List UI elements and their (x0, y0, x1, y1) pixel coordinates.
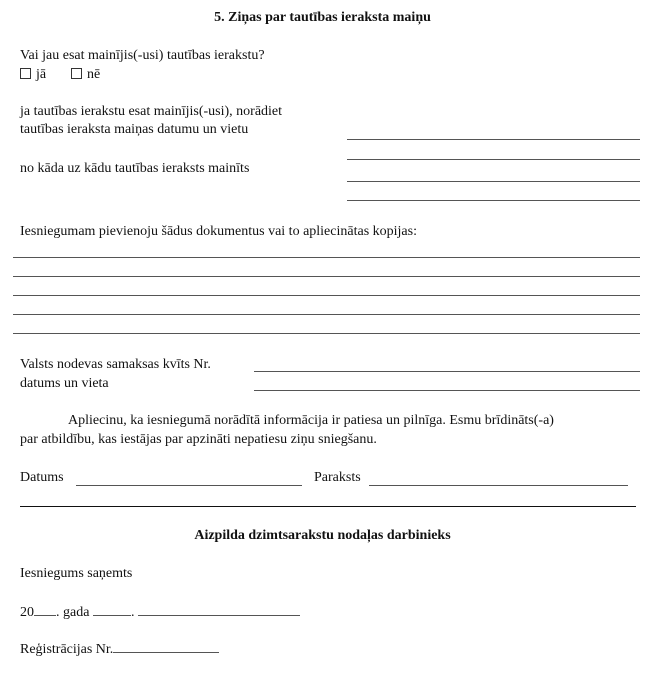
received-label: Iesniegums saņemts (20, 566, 133, 581)
signature-field[interactable] (369, 485, 628, 486)
change-question: Vai jau esat mainījis(-usi) tautības ierakstu? (20, 48, 265, 63)
section-divider (20, 506, 636, 507)
documents-line-1[interactable] (13, 257, 640, 258)
documents-label: Iesniegumam pievienoju šādus dokumentus vai to apliecinātas kopijas: (20, 224, 417, 239)
documents-line-3[interactable] (13, 295, 640, 296)
date-label: Datums (20, 470, 64, 485)
month-field[interactable] (138, 603, 300, 616)
day-field[interactable] (93, 603, 131, 616)
option-yes-label: jā (36, 67, 47, 82)
date-field[interactable] (76, 485, 302, 486)
signature-label: Paraksts (314, 470, 361, 485)
from-to-field[interactable] (347, 181, 640, 182)
certification-line2: par atbildību, kas iestājas par apzināti nepatiesu ziņu sniegšanu. (20, 432, 377, 447)
registry-title: Aizpilda dzimtsarakstu nodaļas darbinieks (194, 528, 451, 543)
yes-checkbox[interactable] (20, 68, 31, 79)
registration-row (20, 640, 219, 658)
year-prefix: 20 (20, 605, 34, 620)
receipt-label: Valsts nodevas samaksas kvīts Nr. (20, 357, 211, 372)
change-date-place-field-2[interactable] (347, 159, 640, 160)
change-details-line2: tautības ieraksta maiņas datumu un vietu (20, 122, 249, 137)
change-details-line1: ja tautības ierakstu esat mainījis(-usi), norādiet (20, 104, 283, 119)
option-no[interactable] (71, 67, 100, 83)
registration-number-label: Reģistrācijas Nr. (20, 642, 114, 657)
year-field[interactable] (34, 603, 56, 616)
receipt-date-place-label: datums un vieta (20, 376, 109, 391)
gada-label: . gada (56, 605, 90, 620)
option-yes[interactable] (20, 67, 46, 83)
from-to-label: no kāda uz kādu tautības ieraksts mainīts (20, 161, 250, 176)
registration-number-field[interactable] (113, 640, 219, 653)
no-checkbox[interactable] (71, 68, 82, 79)
documents-line-4[interactable] (13, 314, 640, 315)
certification-line1: Apliecinu, ka iesniegumā norādītā informācija ir patiesa un pilnīga. Esmu brīdināts(-a) (68, 413, 554, 428)
from-to-field-2[interactable] (347, 200, 640, 201)
receipt-number-field[interactable] (254, 371, 640, 372)
documents-line-2[interactable] (13, 276, 640, 277)
receipt-date-place-field[interactable] (254, 390, 640, 391)
option-no-label: nē (87, 67, 101, 82)
section-title: 5. Ziņas par tautības ieraksta maiņu (214, 10, 431, 25)
received-date-row (20, 603, 300, 621)
change-date-place-field[interactable] (347, 139, 640, 140)
documents-line-5[interactable] (13, 333, 640, 334)
date-dot: . (130, 605, 135, 620)
